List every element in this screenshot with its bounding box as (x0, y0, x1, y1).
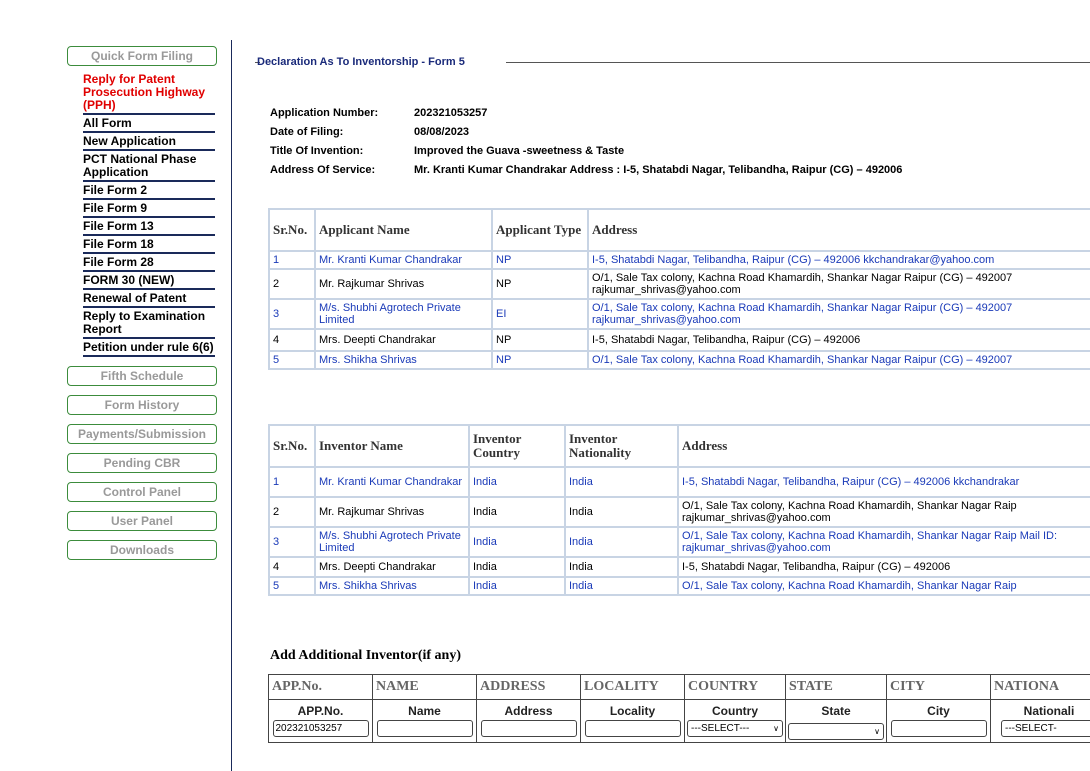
field-label: Country (712, 704, 758, 718)
add-cell-nationali (991, 700, 1090, 743)
table-cell: India (469, 557, 565, 577)
table-cell: I-5, Shatabdi Nagar, Telibandha, Raipur (CG) – 492006 kkchandrakar@yahoo.com (588, 251, 1090, 269)
table-cell: NP (492, 251, 588, 269)
add-header-city: CITY (887, 675, 991, 700)
table-cell: 4 (269, 557, 315, 577)
user-panel-button[interactable]: User Panel (67, 511, 217, 531)
table-cell: Mrs. Deepti Chandrakar (315, 329, 492, 351)
menu-item-file-form-13[interactable]: File Form 13 (83, 218, 215, 236)
menu-item-form-30-new[interactable]: FORM 30 (NEW) (83, 272, 215, 290)
column-header-sr-no: Sr.No. (269, 425, 315, 467)
control-panel-button[interactable]: Control Panel (67, 482, 217, 502)
menu-item-file-form-18[interactable]: File Form 18 (83, 236, 215, 254)
sidebar-divider (231, 40, 232, 771)
table-cell: India (565, 497, 678, 527)
add-cell-state (786, 700, 887, 743)
table-cell: 4 (269, 329, 315, 351)
table-row (269, 577, 1090, 595)
menu-item-file-form-2[interactable]: File Form 2 (83, 182, 215, 200)
column-header-sr-no: Sr.No. (269, 209, 315, 251)
locality-input[interactable] (585, 720, 681, 737)
sidebar (67, 46, 217, 569)
table-cell: India (469, 577, 565, 595)
field-label: Name (408, 704, 441, 718)
quick-form-filing-button[interactable]: Quick Form Filing (67, 46, 217, 66)
table-cell: O/1, Sale Tax colony, Kachna Road Khamardih, Shankar Nagar Raipur (CG) – 492007 (588, 351, 1090, 369)
table-cell: Mrs. Shikha Shrivas (315, 577, 469, 595)
table-cell: Mrs. Deepti Chandrakar (315, 557, 469, 577)
table-row (269, 251, 1090, 269)
table-cell: India (565, 467, 678, 497)
info-row-date-of-filing (270, 126, 902, 145)
applicants-table (268, 208, 1090, 370)
nationality-select-value: ---SELECT- (1005, 723, 1057, 734)
table-cell: Mr. Kranti Kumar Chandrakar (315, 251, 492, 269)
fifth-schedule-button[interactable]: Fifth Schedule (67, 366, 217, 386)
add-header-country: COUNTRY (685, 675, 786, 700)
column-header-inventor-country: Inventor Country (469, 425, 565, 467)
downloads-button[interactable]: Downloads (67, 540, 217, 560)
add-inventor-title: Add Additional Inventor(if any) (270, 648, 461, 663)
table-cell: O/1, Sale Tax colony, Kachna Road Khamardih, Shankar Nagar Raipur (CG) – 492007 rajkumar_shrivas@yahoo.com (588, 299, 1090, 329)
info-value: Improved the Guava -sweetness & Taste (414, 145, 625, 157)
table-cell: 2 (269, 269, 315, 299)
table-cell: M/s. Shubhi Agrotech Private Limited (315, 299, 492, 329)
info-label: Date of Filing: (270, 126, 344, 138)
country-select[interactable] (687, 720, 783, 737)
info-value: 202321053257 (414, 107, 488, 119)
field-label: APP.No. (297, 704, 344, 718)
chevron-down-icon: ∨ (773, 724, 779, 733)
info-label: Application Number: (270, 107, 379, 119)
menu-item-new-application[interactable]: New Application (83, 133, 215, 151)
table-cell: 3 (269, 299, 315, 329)
table-row (269, 299, 1090, 329)
add-header-name: NAME (373, 675, 477, 700)
table-cell: O/1, Sale Tax colony, Kachna Road Khamardih, Shankar Nagar Raipur (CG) – 492007 rajkumar_shrivas@yahoo.com (588, 269, 1090, 299)
add-header-app-no: APP.No. (269, 675, 373, 700)
table-cell: India (565, 527, 678, 557)
add-cell-address (477, 700, 581, 743)
table-cell: EI (492, 299, 588, 329)
menu-item-petition-under-rule-6-6[interactable]: Petition under rule 6(6) (83, 339, 215, 357)
add-inventor-wrapper (268, 674, 1090, 746)
add-cell-locality (581, 700, 685, 743)
table-cell: 5 (269, 351, 315, 369)
table-row (269, 329, 1090, 351)
table-cell: O/1, Sale Tax colony, Kachna Road Khamardih, Shankar Nagar Raip (678, 577, 1090, 595)
table-cell: India (469, 467, 565, 497)
add-header-state: STATE (786, 675, 887, 700)
info-label: Title Of Invention: (270, 145, 364, 157)
menu-item-pct-national-phase-application[interactable]: PCT National Phase Application (83, 151, 215, 182)
form-menu (83, 71, 215, 357)
field-label: Nationali (1023, 704, 1075, 718)
inventors-table-wrapper (268, 424, 1090, 612)
form-history-button[interactable]: Form History (67, 395, 217, 415)
state-select[interactable] (788, 723, 884, 740)
table-row (269, 351, 1090, 369)
add-header-address: ADDRESS (477, 675, 581, 700)
info-label: Address Of Service: (270, 164, 376, 176)
application-info (270, 107, 902, 183)
menu-item-all-form[interactable]: All Form (83, 115, 215, 133)
city-input[interactable] (891, 720, 987, 737)
column-header-applicant-name: Applicant Name (315, 209, 492, 251)
applicants-table-wrapper (268, 208, 1090, 382)
table-cell: Mr. Kranti Kumar Chandrakar (315, 467, 469, 497)
column-header-address: Address (678, 425, 1090, 467)
info-value: 08/08/2023 (414, 126, 470, 138)
name-input[interactable] (377, 720, 473, 737)
add-cell-city (887, 700, 991, 743)
table-cell: India (469, 527, 565, 557)
column-header-address: Address (588, 209, 1090, 251)
info-row-title-of-invention (270, 145, 902, 164)
form-legend: Declaration As To Inventorship - Form 5 (257, 56, 465, 68)
table-cell: NP (492, 329, 588, 351)
inventors-table (268, 424, 1090, 596)
table-cell: 1 (269, 251, 315, 269)
field-label: City (927, 704, 950, 718)
table-row (269, 467, 1090, 497)
info-row-application-number (270, 107, 902, 126)
menu-item-renewal-of-patent[interactable]: Renewal of Patent (83, 290, 215, 308)
table-cell: I-5, Shatabdi Nagar, Telibandha, Raipur (CG) – 492006 (678, 557, 1090, 577)
table-cell: Mrs. Shikha Shrivas (315, 351, 492, 369)
menu-item-reply-to-examination-report[interactable]: Reply to Examination Report (83, 308, 215, 339)
info-value: Mr. Kranti Kumar Chandrakar Address : I-5, Shatabdi Nagar, Telibandha, Raipur (CG) – 492006 (414, 164, 903, 176)
table-cell: O/1, Sale Tax colony, Kachna Road Khamardih, Shankar Nagar Raip Mail ID: rajkumar_shrivas@yahoo.com (678, 527, 1090, 557)
column-header-inventor-name: Inventor Name (315, 425, 469, 467)
menu-item-file-form-9[interactable]: File Form 9 (83, 200, 215, 218)
table-cell: 1 (269, 467, 315, 497)
column-header-applicant-type: Applicant Type (492, 209, 588, 251)
field-label: State (821, 704, 851, 718)
table-row (269, 497, 1090, 527)
add-cell-name (373, 700, 477, 743)
table-cell: Mr. Rajkumar Shrivas (315, 269, 492, 299)
table-cell: 3 (269, 527, 315, 557)
add-cell-country (685, 700, 786, 743)
add-cell-app-no (269, 700, 373, 743)
field-label: Address (504, 704, 553, 718)
table-cell: India (469, 497, 565, 527)
table-row (269, 527, 1090, 557)
menu-item-reply-for-patent-prosecution-highway-pph[interactable]: Reply for Patent Prosecution Highway (PPH) (83, 71, 215, 115)
pending-cbr-button[interactable]: Pending CBR (67, 453, 217, 473)
add-header-locality: LOCALITY (581, 675, 685, 700)
table-cell: O/1, Sale Tax colony, Kachna Road Khamardih, Shankar Nagar Raip rajkumar_shrivas@yahoo.com (678, 497, 1090, 527)
add-header-nationa: NATIONA (991, 675, 1090, 700)
country-select-value: ---SELECT--- (691, 723, 750, 734)
table-cell: 2 (269, 497, 315, 527)
table-row (269, 269, 1090, 299)
table-row (269, 557, 1090, 577)
fieldset-border-right (506, 62, 1090, 63)
chevron-down-icon: ∨ (874, 726, 880, 736)
nationality-select[interactable] (1001, 720, 1090, 737)
table-cell: India (565, 557, 678, 577)
table-cell: I-5, Shatabdi Nagar, Telibandha, Raipur (CG) – 492006 (588, 329, 1090, 351)
info-row-address-of-service (270, 164, 902, 183)
add-inventor-table (268, 674, 1090, 743)
table-cell: M/s. Shubhi Agrotech Private Limited (315, 527, 469, 557)
address-input[interactable] (481, 720, 577, 737)
column-header-inventor-nationality: Inventor Nationality (565, 425, 678, 467)
table-cell: Mr. Rajkumar Shrivas (315, 497, 469, 527)
table-cell: 5 (269, 577, 315, 595)
table-cell: I-5, Shatabdi Nagar, Telibandha, Raipur (CG) – 492006 kkchandrakar (678, 467, 1090, 497)
table-cell: India (565, 577, 678, 595)
table-cell: NP (492, 269, 588, 299)
app-no-input[interactable]: 202321053257 (273, 720, 369, 737)
menu-item-file-form-28[interactable]: File Form 28 (83, 254, 215, 272)
field-label: Locality (609, 704, 656, 718)
table-cell: NP (492, 351, 588, 369)
payments-submission-button[interactable]: Payments/Submission (67, 424, 217, 444)
